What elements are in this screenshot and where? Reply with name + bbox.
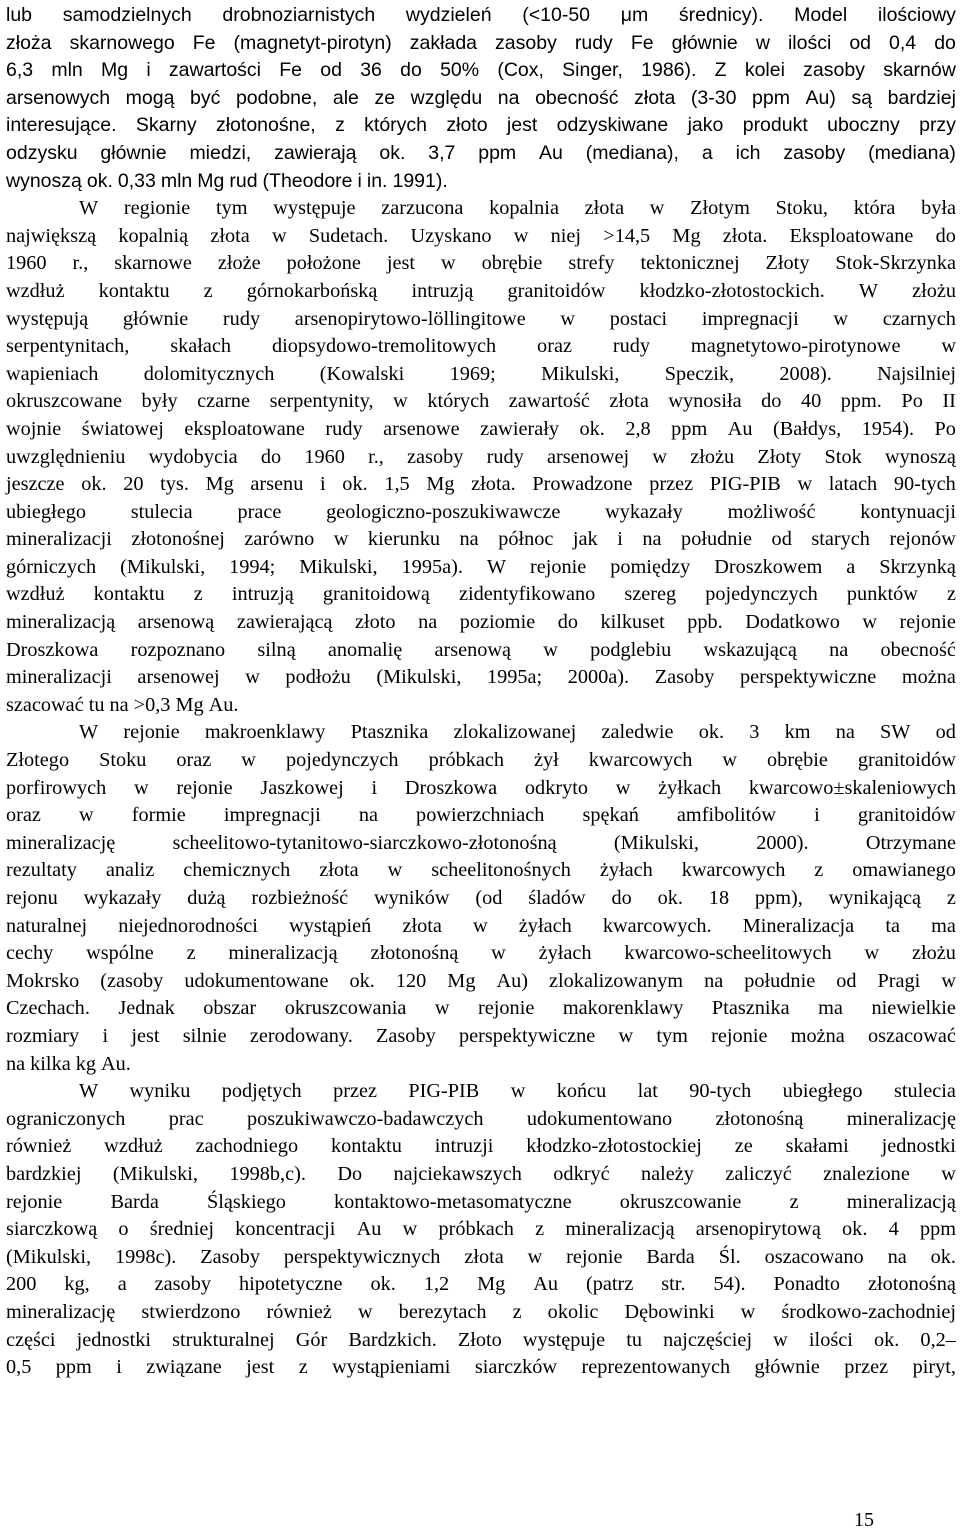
text-line: interesujące. Skarny złotonośne, z których złoto jest odzyskiwane jako produkt uboczny przy	[6, 114, 956, 137]
text-line: ograniczonych prac poszukiwawczo-badawczych udokumentowano złotonośną mineralizację	[6, 1107, 956, 1130]
text-line: bardzkiej (Mikulski, 1998b,c). Do najciekawszych odkryć należy zaliczyć znalezione w	[6, 1162, 956, 1185]
text-line: W regionie tym występuje zarzucona kopalnia złota w Złotym Stoku, która była	[79, 197, 956, 220]
text-line: mineralizację scheelitowo-tytanitowo-siarczkowo-złotonośną (Mikulski, 2000). Otrzymane	[6, 831, 956, 854]
text-line: 200 kg, a zasoby hipotetyczne ok. 1,2 Mg Au (patrz str. 54). Ponadto złotonośną	[6, 1273, 956, 1296]
text-line: lub samodzielnych drobnoziarnistych wydzieleń (<10-50 μm średnicy). Model ilościowy	[6, 4, 956, 26]
text-line: porfirowych w rejonie Jaszkowej i Droszkowa odkryto w żyłkach kwarcowo±skaleniowych	[6, 776, 956, 799]
page-number: 15	[854, 1509, 874, 1531]
text-line: rezultaty analiz chemicznych złota w scheelitonośnych żyłach kwarcowych z omawianego	[6, 859, 956, 882]
text-line: ubiegłego stulecia prace geologiczno-poszukiwawcze wykazały możliwość kontynuacji	[6, 500, 956, 523]
text-line: mineralizacją arsenową zawierającą złoto na poziomie do kilkuset ppb. Dodatkowo w rejonie	[6, 611, 956, 634]
text-line: wynoszą ok. 0,33 mln Mg rud (Theodore i in. 1991).	[6, 169, 448, 192]
text-line: występują głównie rudy arsenopirytowo-löllingitowe w postaci impregnacji w czarnych	[6, 307, 956, 330]
text-line: złoża skarnowego Fe (magnetyt-pirotyn) zakłada zasoby rudy Fe głównie w ilości od 0,4 do	[6, 31, 956, 54]
text-line: oraz w formie impregnacji na powierzchniach spękań amfibolitów i granitoidów	[6, 804, 956, 827]
text-line: siarczkową o średniej koncentracji Au w próbkach z mineralizacją arsenopirytową ok. 4 ppm	[6, 1218, 956, 1241]
text-line: serpentynitach, skałach diopsydowo-tremolitowych oraz rudy magnetytowo-pirotynowe w	[6, 335, 956, 358]
text-line: 0,5 ppm i związane jest z wystąpieniami siarczków reprezentowanych głównie przez piryt,	[6, 1356, 956, 1379]
text-line: górniczych (Mikulski, 1994; Mikulski, 1995a). W rejonie pomiędzy Droszkowem a Skrzynką	[6, 555, 956, 578]
text-line: Czechach. Jednak obszar okruszcowania w rejonie makorenklawy Ptasznika ma niewielkie	[6, 997, 956, 1020]
text-line: wzdłuż kontaktu z intruzją granitoidową zidentyfikowano szereg pojedynczych punktów z	[6, 583, 956, 606]
text-line: okruszcowane były czarne serpentynity, w których zawartość złota wynosiła do 40 ppm. Po II	[6, 390, 956, 413]
text-line: odzysku głównie miedzi, zawierają ok. 3,7 ppm Au (mediana), a ich zasoby (mediana)	[6, 141, 956, 164]
text-line: uwzględnieniu wydobycia do 1960 r., zasoby rudy arsenowej w złożu Złoty Stok wynoszą	[6, 445, 956, 468]
document-body	[6, 2, 956, 1382]
text-line: wojnie światowej eksploatowane rudy arsenowe zawierały ok. 2,8 ppm Au (Bałdys, 1954). Po	[6, 417, 956, 440]
text-line: mineralizacji arsenowej w podłożu (Mikulski, 1995a; 2000a). Zasoby perspektywiczne można	[6, 666, 956, 689]
text-line: (Mikulski, 1998c). Zasoby perspektywicznych złota w rejonie Barda Śl. oszacowano na ok.	[6, 1245, 956, 1268]
text-line: jeszcze ok. 20 tys. Mg arsenu i ok. 1,5 Mg złota. Prowadzone przez PIG-PIB w latach 90-tych	[6, 473, 956, 496]
text-line: części jednostki strukturalnej Gór Bardzkich. Złoto występuje tu najczęściej w ilości ok. 0,2–	[6, 1328, 956, 1351]
text-line: również wzdłuż zachodniego kontaktu intruzji kłodzko-złotostockiej ze skałami jednostki	[6, 1135, 956, 1158]
text-line: W wyniku podjętych przez PIG-PIB w końcu lat 90-tych ubiegłego stulecia	[79, 1080, 956, 1103]
text-line: Mokrsko (zasoby udokumentowane ok. 120 Mg Au) zlokalizowanym na południe od Pragi w	[6, 969, 956, 992]
text-line: naturalnej niejednorodności wystąpień złota w żyłach kwarcowych. Mineralizacja ta ma	[6, 914, 956, 937]
text-line: rejonu wykazały dużą rozbieżność wyników (od śladów do ok. 18 ppm), wynikającą z	[6, 887, 956, 909]
text-line: wzdłuż kontaktu z górnokarbońską intruzją granitoidów kłodzko-złotostockich. W złożu	[6, 279, 956, 302]
text-line: na kilka kg Au.	[6, 1052, 131, 1075]
text-line: Złotego Stoku oraz w pojedynczych próbkach żył kwarcowych w obrębie granitoidów	[6, 749, 956, 772]
text-line: rejonie Barda Śląskiego kontaktowo-metasomatyczne okruszcowanie z mineralizacją	[6, 1190, 956, 1213]
text-line: rozmiary i jest silnie zerodowany. Zasoby perspektywiczne w tym rejonie można oszacować	[6, 1024, 956, 1047]
text-line: szacować tu na >0,3 Mg Au.	[6, 693, 239, 716]
text-line: mineralizację stwierdzono również w berezytach z okolic Dębowinki w środkowo-zachodniej	[6, 1300, 956, 1323]
text-line: Droszkowa rozpoznano silną anomalię arsenową w podglebiu wskazującą na obecność	[6, 638, 956, 661]
text-line: wapieniach dolomitycznych (Kowalski 1969; Mikulski, Speczik, 2008). Najsilniej	[6, 362, 956, 385]
text-line: mineralizacji złotonośnej zarówno w kierunku na północ jak i na południe od starych rejonów	[6, 528, 956, 551]
text-line: W rejonie makroenklawy Ptasznika zlokalizowanej zaledwie ok. 3 km na SW od	[79, 721, 956, 744]
text-line: największą kopalnią złota w Sudetach. Uzyskano w niej >14,5 Mg złota. Eksploatowane do	[6, 224, 956, 247]
text-line: cechy wspólne z mineralizacją złotonośną w żyłach kwarcowo-scheelitowych w złożu	[6, 942, 956, 965]
text-line: 1960 r., skarnowe złoże położone jest w obrębie strefy tektonicznej Złoty Stok-Skrzynka	[6, 252, 956, 275]
text-line: 6,3 mln Mg i zawartości Fe od 36 do 50% (Cox, Singer, 1986). Z kolei zasoby skarnów	[6, 59, 956, 82]
text-line: arsenowych mogą być podobne, ale ze względu na obecność złota (3-30 ppm Au) są bardziej	[6, 86, 956, 109]
